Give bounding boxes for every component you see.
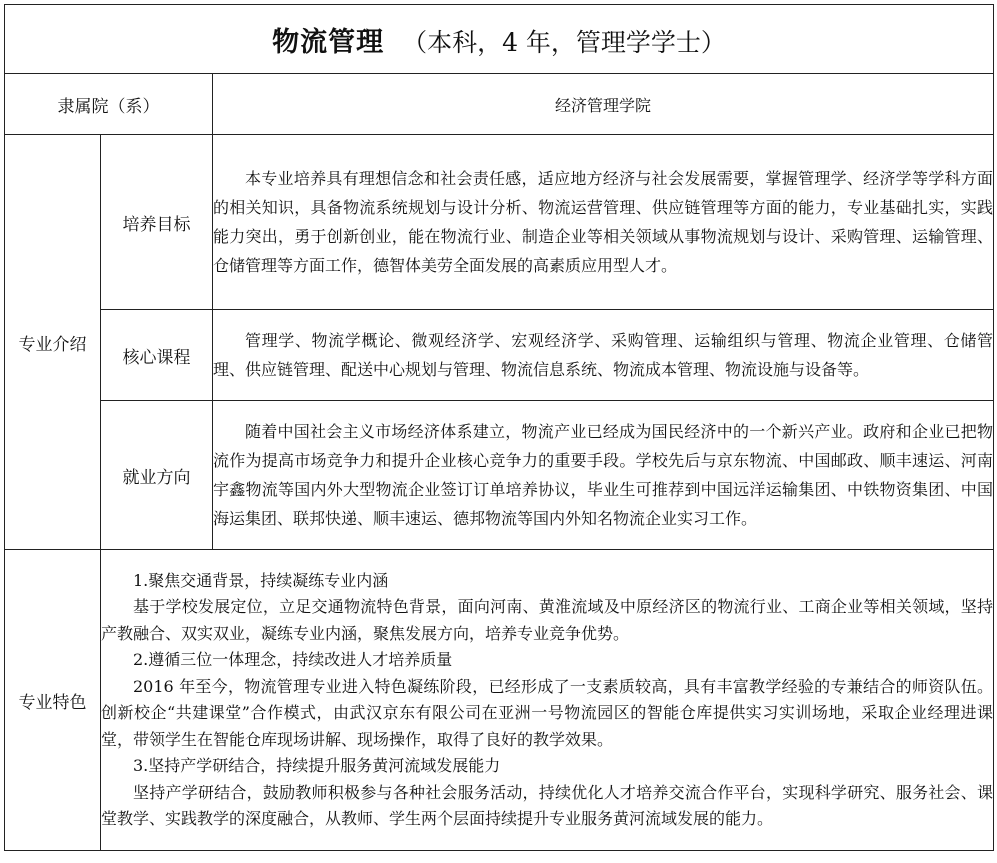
courses-label: 核心课程 bbox=[101, 310, 213, 401]
courses-row bbox=[5, 310, 994, 401]
intro-label: 专业介绍 bbox=[5, 135, 101, 550]
feature-heading: 2.遵循三位一体理念，持续改进人才培养质量 bbox=[133, 650, 453, 669]
careers-text-cell bbox=[213, 401, 994, 550]
careers-label: 就业方向 bbox=[101, 401, 213, 550]
goals-text-cell bbox=[213, 135, 994, 310]
careers-text: 随着中国社会主义市场经济体系建立，物流产业已经成为国民经济中的一个新兴产业。政府和企业已把物流作为提高市场竞争力和提升企业核心竞争力的重要手段。学校先后与京东物流、中国邮政、顺丰速运、河南宇鑫物流等国内外大型物流企业签订订单培养协议，毕业生可推荐到中国远洋运输集团、中铁物资集团、中国海运集团、联邦快递、顺丰速运、德邦物流等国内外知名物流企业实习工作。 bbox=[213, 422, 994, 528]
courses-text: 管理学、物流学概论、微观经济学、宏观经济学、采购管理、运输组织与管理、物流企业管理、仓储管理、供应链管理、配送中心规划与管理、物流信息系统、物流成本管理、物流设施与设备等。 bbox=[213, 331, 994, 379]
title-row bbox=[5, 5, 994, 74]
feature-body: 基于学校发展定位，立足交通物流特色背景，面向河南、黄淮流域及中原经济区的物流行业、工商企业等相关领域，坚持产教融合、双实双业，凝练专业内涵，聚焦发展方向，培养专业竞争优势。 bbox=[101, 597, 994, 643]
feature-body: 2016 年至今，物流管理专业进入特色凝练阶段，已经形成了一支素质较高，具有丰富教学经验的专兼结合的师资队伍。创新校企“共建课堂”合作模式，由武汉京东有限公司在亚洲一号物流园区的智能仓库提供实习实训场地，采取企业经理进课堂，带领学生在智能仓库现场讲解、现场操作，取得了良好的教学效果。 bbox=[101, 676, 994, 749]
title-cell bbox=[5, 5, 994, 74]
goals-label: 培养目标 bbox=[101, 135, 213, 310]
features-text-cell bbox=[101, 550, 994, 851]
goals-text: 本专业培养具有理想信念和社会责任感，适应地方经济与社会发展需要，掌握管理学、经济学等学科方面的相关知识，具备物流系统规划与设计分析、物流运营管理、供应链管理等方面的能力，专业基础扎实，实践能力突出，勇于创新创业，能在物流行业、制造企业等相关领域从事物流规划与设计、采购管理、运输管理、仓储管理等方面工作，德智体美劳全面发展的高素质应用型人才。 bbox=[213, 169, 994, 275]
program-table bbox=[4, 4, 994, 851]
feature-heading: 3.坚持产学研结合，持续提升服务黄河流域发展能力 bbox=[133, 756, 501, 775]
goals-row bbox=[5, 135, 994, 310]
features-label: 专业特色 bbox=[5, 550, 101, 851]
feature-body: 坚持产学研结合，鼓励教师积极参与各种社会服务活动，持续优化人才培养交流合作平台，实现科学研究、服务社会、课堂教学、实践教学的深度融合，从教师、学生两个层面持续提升专业服务黄河流域发展的能力。 bbox=[101, 782, 994, 828]
careers-row bbox=[5, 401, 994, 550]
department-label: 隶属院（系） bbox=[5, 74, 213, 135]
program-title: 物流管理 bbox=[272, 26, 385, 58]
department-row bbox=[5, 74, 994, 135]
features-row bbox=[5, 550, 994, 851]
courses-text-cell bbox=[213, 310, 994, 401]
department-value: 经济管理学院 bbox=[213, 74, 994, 135]
feature-heading: 1.聚焦交通背景，持续凝练专业内涵 bbox=[133, 570, 389, 590]
program-subtitle: （本科，4 年，管理学学士） bbox=[402, 27, 726, 57]
